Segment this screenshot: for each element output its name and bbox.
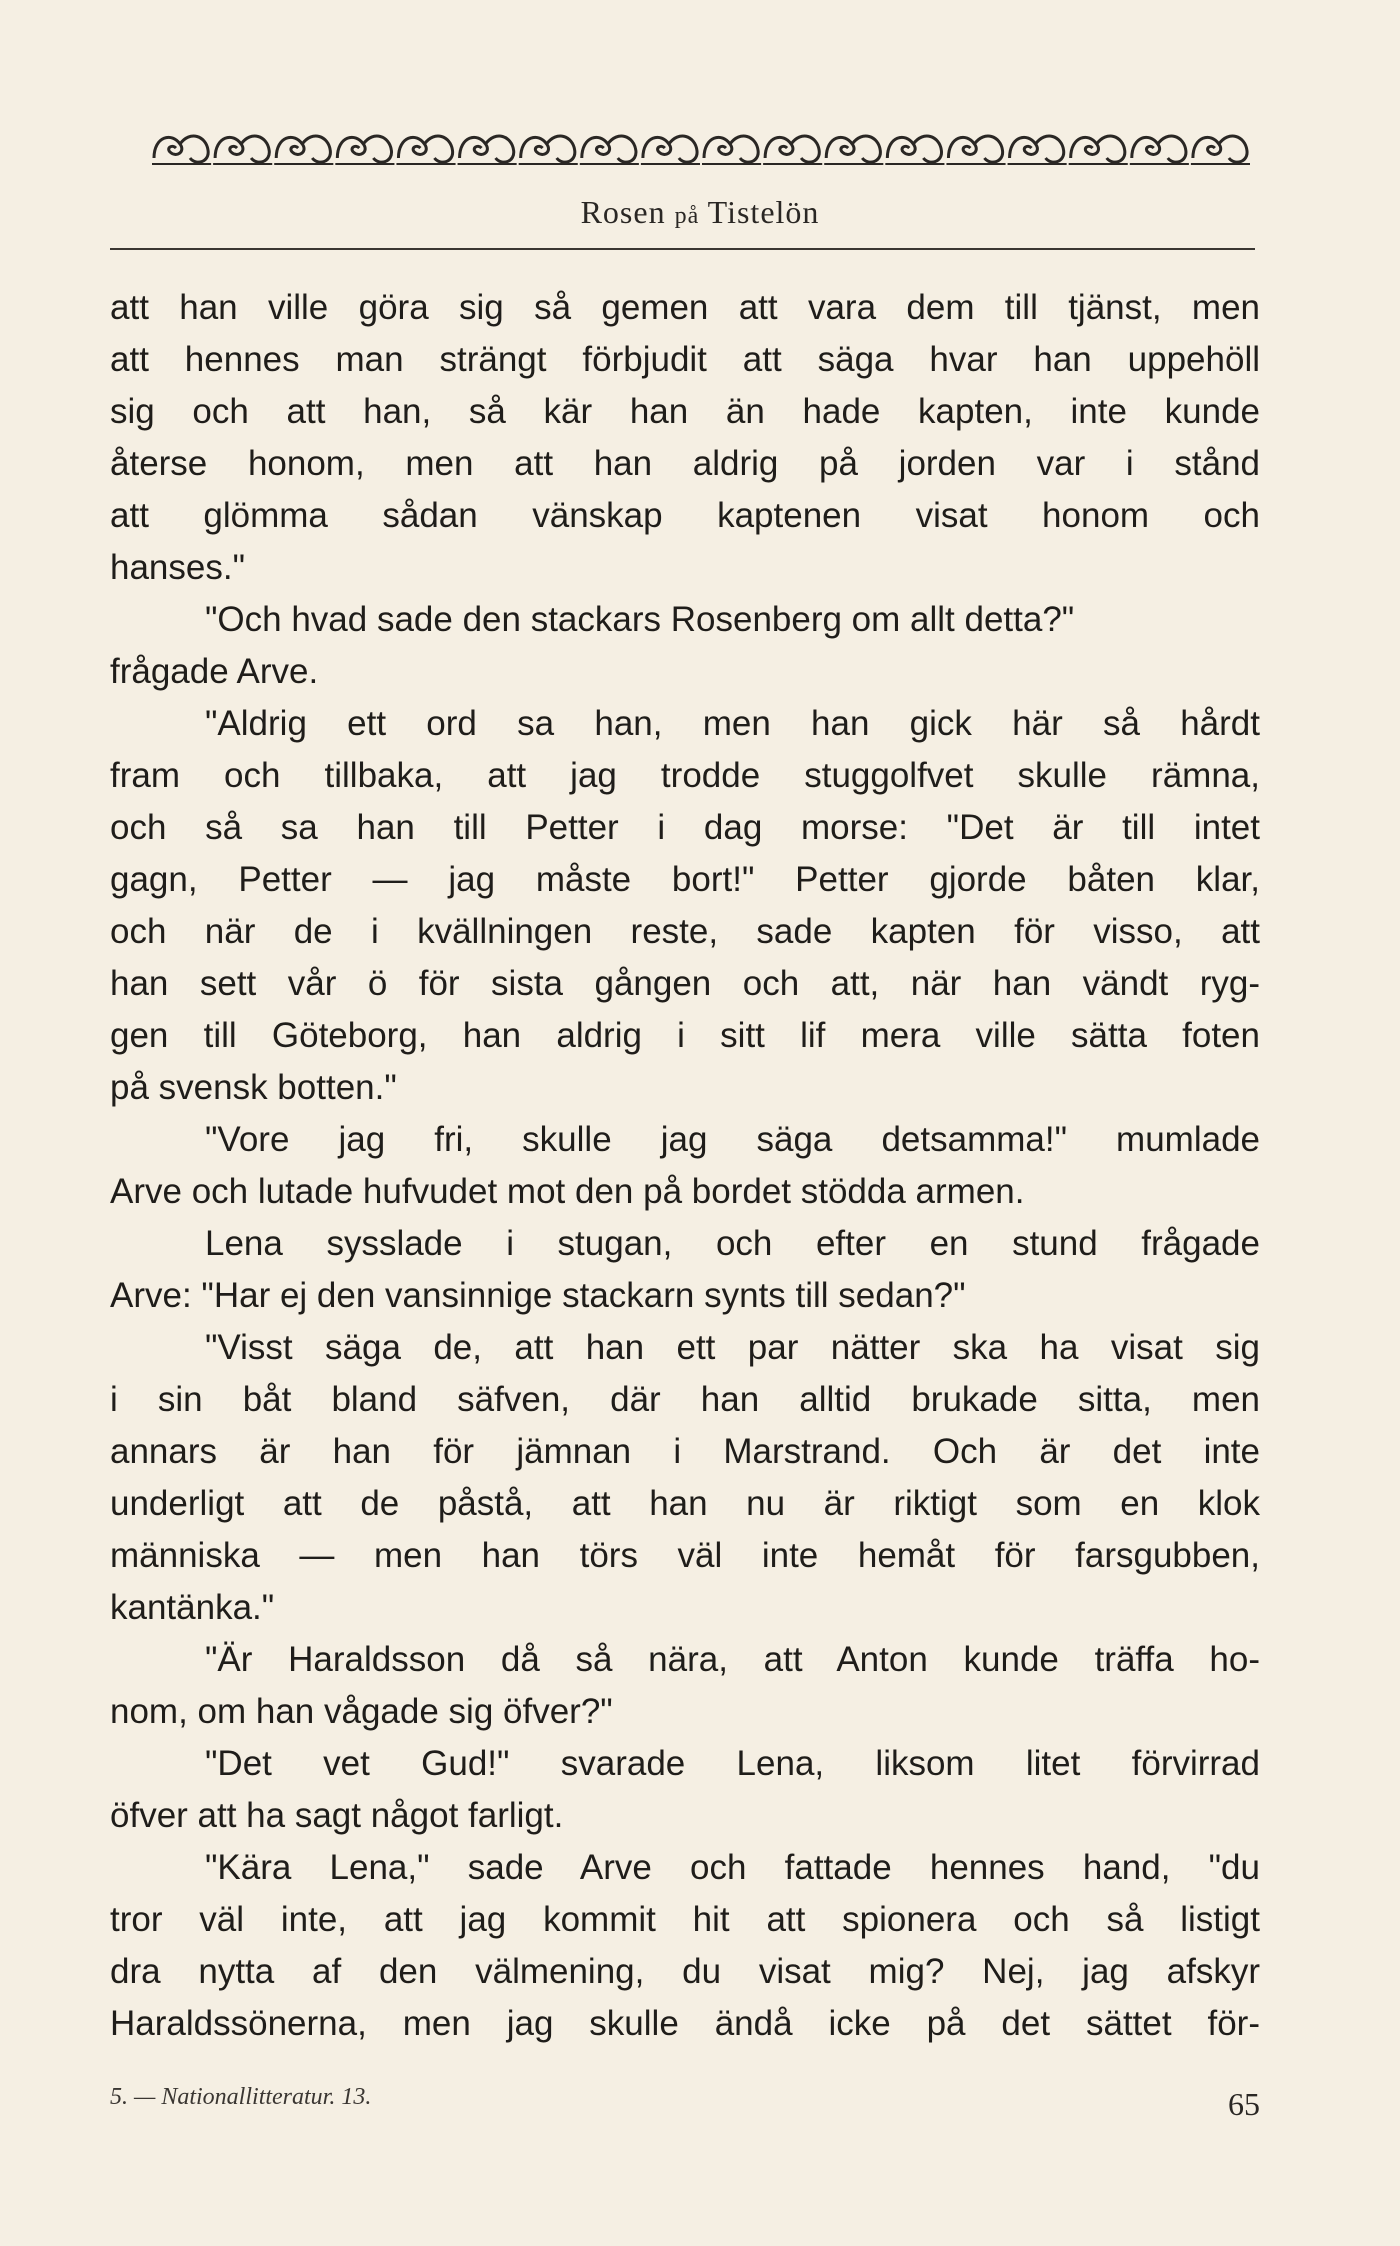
ornament-motif <box>335 136 394 164</box>
text-line: annars är han för jämnan i Marstrand. Och är det inte <box>110 1432 1260 1471</box>
ornament-motif <box>641 136 700 164</box>
ornament-motif <box>763 136 822 164</box>
text-line: på svensk botten." <box>110 1068 397 1107</box>
text-line: tror väl inte, att jag kommit hit att spionera och så listigt <box>110 1900 1260 1939</box>
text-line: "Aldrig ett ord sa han, men han gick här så hårdt <box>205 704 1260 743</box>
text-line: och så sa han till Petter i dag morse: "Det är till intet <box>110 808 1260 847</box>
running-head-word-2: på <box>674 203 700 229</box>
text-line: Haraldssönerna, men jag skulle ändå icke på det sättet för- <box>110 2004 1260 2043</box>
printer-signature: 5. — Nationallitteratur. 13. <box>110 2084 372 2110</box>
text-line: Lena sysslade i stugan, och efter en stund frågade <box>205 1224 1260 1263</box>
text-line: fram och tillbaka, att jag trodde stuggolfvet skulle rämna, <box>110 756 1260 795</box>
ornament-motif <box>152 136 211 164</box>
text-line: han sett vår ö för sista gången och att, när han vändt ryg- <box>110 964 1260 1003</box>
text-line: Arve: "Har ej den vansinnige stackarn synts till sedan?" <box>110 1276 966 1315</box>
ornament-motif <box>1130 136 1189 164</box>
ornament-motif <box>274 136 333 164</box>
text-line: att hennes man strängt förbjudit att säga hvar han uppehöll <box>110 340 1260 379</box>
ornament-motif <box>213 136 272 164</box>
ornament-motif <box>580 136 639 164</box>
text-line: "Och hvad sade den stackars Rosenberg om allt detta?" <box>205 600 1075 639</box>
text-line: "Kära Lena," sade Arve och fattade hennes hand, "du <box>205 1848 1260 1887</box>
running-head-word-1: Rosen <box>580 194 666 230</box>
ornament-motif <box>458 136 517 164</box>
text-line: frågade Arve. <box>110 652 319 691</box>
text-line: "Vore jag fri, skulle jag säga detsamma!" mumlade <box>205 1120 1260 1159</box>
text-line: dra nytta af den välmening, du visat mig? Nej, jag afskyr <box>110 1952 1260 1991</box>
text-line: "Det vet Gud!" svarade Lena, liksom litet förvirrad <box>205 1744 1260 1783</box>
text-line: sig och att han, så kär han än hade kapten, inte kunde <box>110 392 1260 431</box>
text-line: gagn, Petter — jag måste bort!" Petter gjorde båten klar, <box>110 860 1260 899</box>
text-line: gen till Göteborg, han aldrig i sitt lif mera ville sätta foten <box>110 1016 1260 1055</box>
text-line: återse honom, men att han aldrig på jorden var i stånd <box>110 444 1260 483</box>
ornament-motif <box>519 136 578 164</box>
page-footer <box>110 2074 1260 2134</box>
decorative-ornament-band <box>150 118 1250 178</box>
ornament-motif <box>946 136 1005 164</box>
text-line: och när de i kvällningen reste, sade kapten för visso, att <box>110 912 1260 951</box>
header-rule <box>110 248 1255 250</box>
ornament-motif <box>396 136 455 164</box>
body-text <box>110 282 1260 2050</box>
running-head <box>0 194 1400 231</box>
running-head-word-3: Tistelön <box>707 194 820 230</box>
ornament-motif <box>824 136 883 164</box>
text-line: i sin båt bland säfven, där han alltid brukade sitta, men <box>110 1380 1260 1419</box>
ornament-motif <box>1191 136 1250 164</box>
page-number: 65 <box>1228 2086 1260 2122</box>
text-line: hanses." <box>110 548 246 587</box>
text-line: underligt att de påstå, att han nu är riktigt som en klok <box>110 1484 1260 1523</box>
text-line: "Är Haraldsson då så nära, att Anton kunde träffa ho- <box>205 1640 1260 1679</box>
ornament-motif <box>1069 136 1128 164</box>
text-line: nom, om han vågade sig öfver?" <box>110 1692 613 1731</box>
text-line: "Visst säga de, att han ett par nätter ska ha visat sig <box>205 1328 1260 1367</box>
ornament-motif <box>702 136 761 164</box>
ornament-motif <box>885 136 944 164</box>
text-line: att glömma sådan vänskap kaptenen visat honom och <box>110 496 1260 535</box>
ornament-motif <box>1008 136 1067 164</box>
text-line: Arve och lutade hufvudet mot den på bordet stödda armen. <box>110 1172 1025 1211</box>
text-line: att han ville göra sig så gemen att vara dem till tjänst, men <box>110 288 1260 327</box>
text-line: kantänka." <box>110 1588 275 1627</box>
text-line: öfver att ha sagt något farligt. <box>110 1796 564 1835</box>
text-line: människa — men han törs väl inte hemåt för farsgubben, <box>110 1536 1260 1575</box>
